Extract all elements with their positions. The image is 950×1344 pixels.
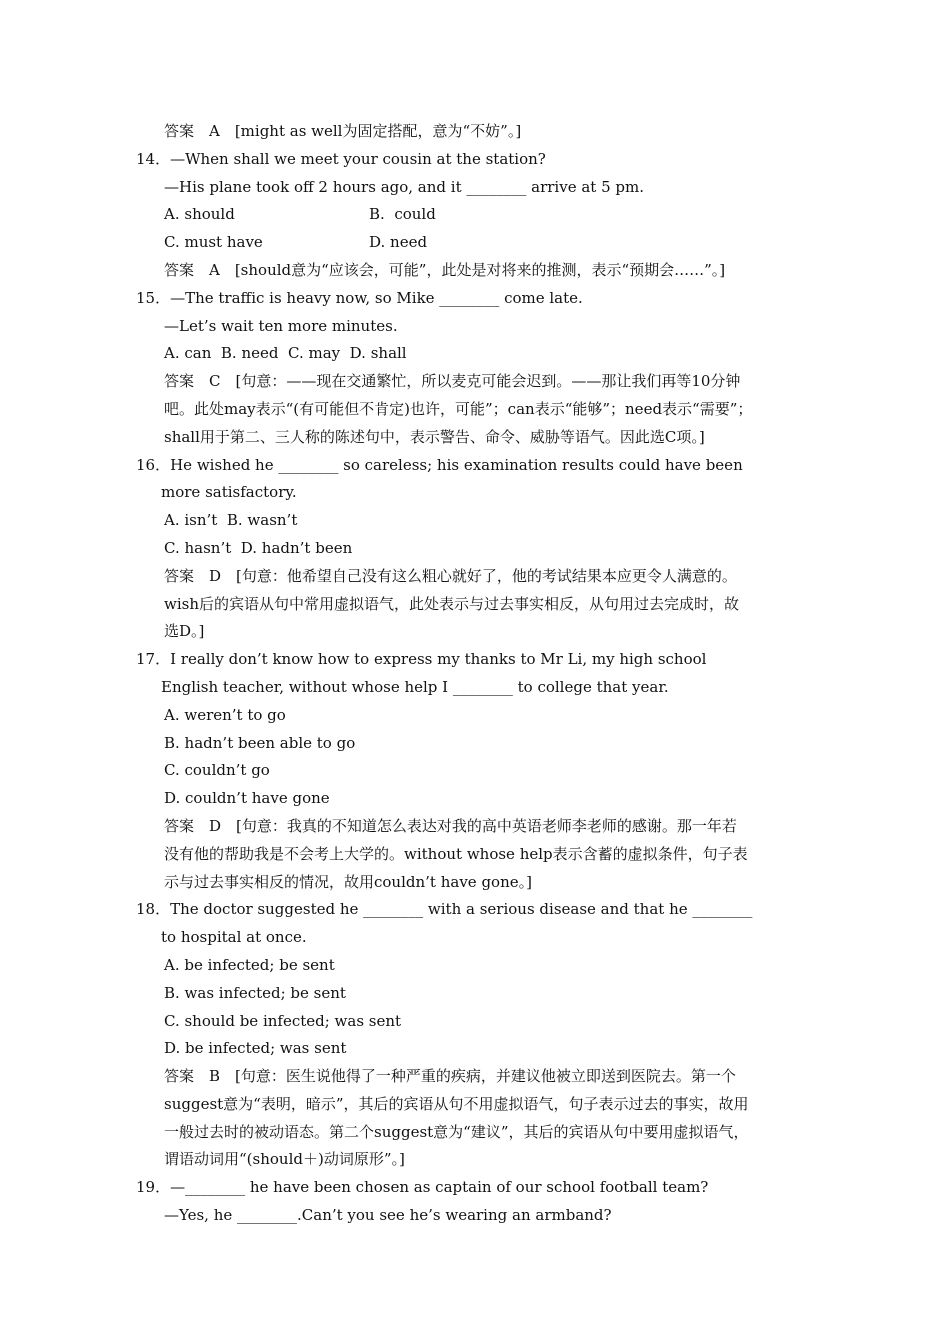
option-b: B. was infected; be sent (164, 983, 346, 1002)
option-a: A. be infected; be sent (164, 955, 335, 974)
answer-explanation: 答案 C [句意：——现在交通繁忙，所以麦克可能会迟到。——那让我们再等10分钟 (164, 372, 741, 391)
question-stem: to hospital at once. (161, 928, 307, 947)
option-b: B. hadn’t been able to go (164, 733, 356, 752)
option-row: A. isn’t B. wasn’t (164, 511, 298, 530)
option-row: C. hasn’t D. hadn’t been (164, 538, 353, 557)
question-list (136, 118, 826, 1230)
answer-explanation: wish后的宾语从句中常用虚拟语气，此处表示与过去事实相反，从句用过去完成时，故 (164, 594, 739, 613)
option-a: A. weren’t to go (164, 705, 286, 724)
answer-explanation: 答案 B [句意：医生说他得了一种严重的疾病，并建议他被立即送到医院去。第一个 (164, 1067, 736, 1086)
question-number: 14． (136, 149, 171, 168)
option-d: D. need (369, 233, 428, 252)
question-number: 15． (136, 288, 171, 307)
answer-explanation: shall用于第二、三人称的陈述句中，表示警告、命令、威胁等语气。因此选C项。] (164, 427, 705, 446)
question-number: 16． (136, 455, 171, 474)
question-14 (136, 146, 826, 285)
answer-explanation: 示与过去事实相反的情况，故用couldn’t have gone。] (164, 872, 532, 891)
question-stem: more satisfactory. (161, 483, 297, 502)
question-18 (136, 896, 826, 1174)
question-16 (136, 452, 826, 647)
option-row (136, 229, 826, 257)
question-19 (136, 1174, 826, 1230)
question-stem: —The traffic is heavy now, so Mike ________ come late. (170, 288, 583, 307)
question-stem: —Let’s wait ten more minutes. (164, 316, 398, 335)
answer-explanation: 吧。此处may表示“(有可能但不肯定)也许，可能”；can表示“能够”；need表示“需要”； (164, 399, 753, 418)
option-c: C. couldn’t go (164, 761, 270, 780)
question-stem: —________ he have been chosen as captain of our school football team? (170, 1178, 709, 1197)
answer-explanation: 没有他的帮助我是不会考上大学的。without whose help表示含蓄的虚拟条件，句子表 (164, 844, 748, 863)
option-c: C. must have (164, 233, 263, 252)
question-stem: —Yes, he ________.Can’t you see he’s wearing an armband? (164, 1206, 612, 1225)
answer-explanation: 一般过去时的被动语态。第二个suggest意为“建议”，其后的宾语从句中要用虚拟语气， (164, 1122, 749, 1141)
option-c: C. should be infected; was sent (164, 1011, 402, 1030)
question-stem: —When shall we meet your cousin at the station? (170, 149, 546, 168)
question-number: 18． (136, 900, 171, 919)
question-stem: He wished he ________ so careless; his examination results could have been (170, 455, 743, 474)
question-stem: English teacher, without whose help I ________ to college that year. (161, 677, 669, 696)
answer-13: 答案 A [might as well为固定搭配，意为“不妨”。] (164, 122, 522, 140)
question-number: 17． (136, 650, 171, 669)
question-stem: —His plane took off 2 hours ago, and it ________ arrive at 5 pm. (164, 177, 644, 196)
answer-explanation: 谓语动词用“(should＋)动词原形”。] (164, 1150, 405, 1169)
answer-explanation: 答案 D [句意：他希望自己没有这么粗心就好了，他的考试结果本应更令人满意的。 (164, 566, 737, 585)
option-row (136, 201, 826, 229)
answer-explanation: 选D。] (164, 622, 205, 641)
question-17 (136, 646, 826, 896)
options-inline: A. can B. need C. may D. shall (164, 344, 407, 363)
question-15 (136, 285, 826, 452)
answer-explanation: 答案 A [should意为“应该会，可能”，此处是对将来的推测，表示“预期会……”。] (164, 260, 726, 279)
question-stem: I really don’t know how to express my thanks to Mr Li, my high school (170, 650, 707, 669)
option-b: B. could (369, 205, 436, 224)
option-d: D. couldn’t have gone (164, 789, 330, 808)
answer-explanation: suggest意为“表明，暗示”，其后的宾语从句不用虚拟语气，句子表示过去的事实，故用 (164, 1094, 749, 1113)
option-d: D. be infected; was sent (164, 1039, 347, 1058)
option-a: A. should (164, 205, 235, 224)
question-stem: The doctor suggested he ________ with a serious disease and that he ________ (170, 900, 753, 919)
answer-explanation: 答案 D [句意：我真的不知道怎么表达对我的高中英语老师李老师的感谢。那一年若 (164, 816, 737, 835)
question-number: 19． (136, 1178, 171, 1197)
